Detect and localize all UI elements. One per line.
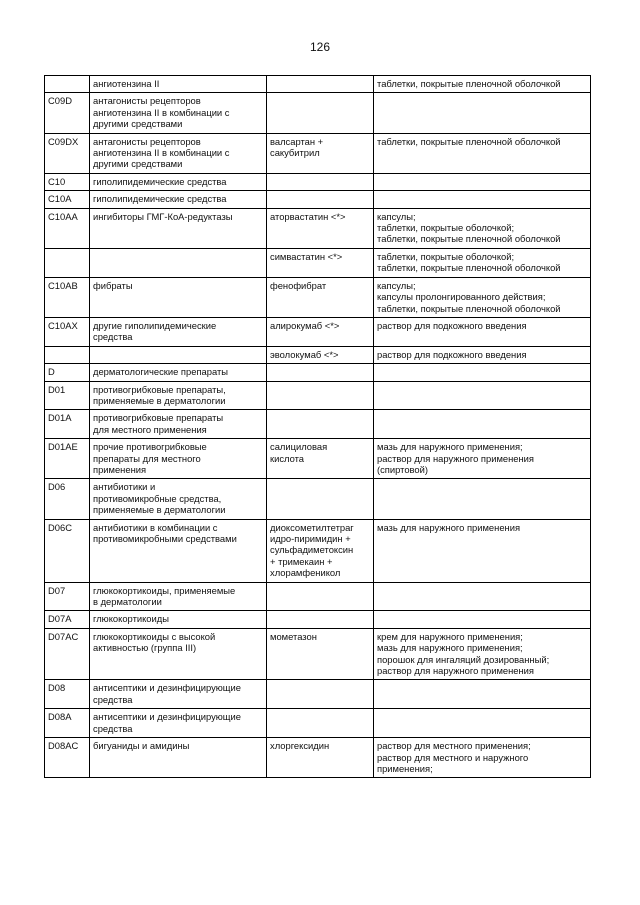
cell-text-line: капсулы; bbox=[377, 210, 416, 222]
cell-text-line: + тримекаин + bbox=[270, 555, 333, 567]
atc-code-cell bbox=[45, 208, 90, 248]
cell-text: C10AB bbox=[48, 279, 78, 291]
anatomical-group-cell bbox=[90, 410, 267, 439]
anatomical-group-cell bbox=[90, 346, 267, 363]
cell-text-line: другими средствами bbox=[93, 118, 183, 130]
table-row bbox=[45, 277, 591, 317]
cell-text-line: фибраты bbox=[93, 279, 133, 291]
anatomical-group-cell bbox=[90, 277, 267, 317]
page-number: 126 bbox=[309, 40, 331, 54]
anatomical-group-cell bbox=[90, 208, 267, 248]
dosage-form-cell bbox=[374, 317, 591, 346]
drug-name-cell bbox=[267, 208, 374, 248]
dosage-form-cell bbox=[374, 248, 591, 277]
cell-text: D07A bbox=[48, 613, 72, 625]
drug-name-cell bbox=[267, 410, 374, 439]
drug-name-cell bbox=[267, 381, 374, 410]
cell-text-line: порошок для ингаляций дозированный; bbox=[377, 653, 550, 665]
cell-text-line: салициловая bbox=[270, 441, 328, 453]
dosage-form-cell bbox=[374, 381, 591, 410]
drug-name-cell bbox=[267, 277, 374, 317]
dosage-form-cell bbox=[374, 709, 591, 738]
cell-text-line: другие гиполипидемические bbox=[93, 319, 217, 331]
cell-text-line: ангиотензина II в комбинации с bbox=[93, 147, 230, 159]
cell-text-line: сакубитрил bbox=[270, 147, 320, 159]
cell-text: D07AC bbox=[48, 630, 79, 642]
table-row bbox=[45, 479, 591, 519]
table-row bbox=[45, 248, 591, 277]
table-row bbox=[45, 709, 591, 738]
atc-code-cell bbox=[45, 93, 90, 133]
cell-text-line: антагонисты рецепторов bbox=[93, 135, 201, 147]
cell-text-line: гиполипидемические средства bbox=[93, 175, 227, 187]
table-row bbox=[45, 173, 591, 190]
cell-text-line: глюкокортикоиды, применяемые bbox=[93, 584, 236, 596]
cell-text-line: валсартан + bbox=[270, 135, 324, 147]
dosage-form-cell bbox=[374, 439, 591, 479]
drug-name-cell bbox=[267, 519, 374, 582]
anatomical-group-cell bbox=[90, 680, 267, 709]
drug-name-cell bbox=[267, 611, 374, 628]
cell-text-line: противомикробными средствами bbox=[93, 533, 237, 544]
cell-text-line: антисептики и дезинфицирующие bbox=[93, 711, 241, 723]
anatomical-group-cell bbox=[90, 248, 267, 277]
cell-text-line: ингибиторы ГМГ-КоА-редуктазы bbox=[93, 210, 233, 222]
atc-code-cell bbox=[45, 738, 90, 778]
drug-name-cell bbox=[267, 248, 374, 277]
cell-text-line: применяемые в дерматологии bbox=[93, 394, 226, 406]
dosage-form-cell bbox=[374, 680, 591, 709]
cell-text: C10AA bbox=[48, 210, 78, 222]
atc-code-cell bbox=[45, 381, 90, 410]
cell-text: C10A bbox=[48, 193, 72, 205]
table-row bbox=[45, 346, 591, 363]
table-row bbox=[45, 93, 591, 133]
cell-text-line: для местного применения bbox=[93, 423, 207, 435]
atc-code-cell bbox=[45, 191, 90, 208]
atc-code-cell bbox=[45, 346, 90, 363]
cell-text-line: средства bbox=[93, 722, 133, 734]
table-row bbox=[45, 317, 591, 346]
anatomical-group-cell bbox=[90, 317, 267, 346]
atc-code-cell bbox=[45, 439, 90, 479]
anatomical-group-cell bbox=[90, 76, 267, 93]
table-row bbox=[45, 381, 591, 410]
dosage-form-cell bbox=[374, 628, 591, 680]
table-row bbox=[45, 582, 591, 611]
cell-text-line: хлоргексидин bbox=[270, 740, 330, 752]
atc-code-cell bbox=[45, 410, 90, 439]
cell-text: D01 bbox=[48, 383, 66, 395]
atc-code-cell bbox=[45, 173, 90, 190]
atc-code-cell bbox=[45, 133, 90, 173]
cell-text: C09D bbox=[48, 95, 72, 107]
cell-text-line: таблетки, покрытые пленочной оболочкой bbox=[377, 78, 561, 89]
atc-code-cell bbox=[45, 582, 90, 611]
cell-text: C10 bbox=[48, 175, 66, 187]
cell-text-line: раствор для местного и наружного bbox=[377, 751, 529, 763]
cell-text: D07 bbox=[48, 584, 66, 596]
anatomical-group-cell bbox=[90, 381, 267, 410]
cell-text-line: раствор для подкожного введения bbox=[377, 348, 527, 360]
cell-text-line: таблетки, покрытые оболочкой; bbox=[377, 250, 515, 262]
table-body bbox=[45, 76, 591, 778]
anatomical-group-cell bbox=[90, 439, 267, 479]
drug-name-cell bbox=[267, 364, 374, 381]
cell-text: C09DX bbox=[48, 135, 79, 147]
cell-text-line: фенофибрат bbox=[270, 279, 327, 291]
drug-name-cell bbox=[267, 346, 374, 363]
table-row bbox=[45, 439, 591, 479]
table-row bbox=[45, 628, 591, 680]
dosage-form-cell bbox=[374, 519, 591, 582]
dosage-form-cell bbox=[374, 479, 591, 519]
atc-code-cell bbox=[45, 76, 90, 93]
drug-name-cell bbox=[267, 628, 374, 680]
cell-text-line: гиполипидемические средства bbox=[93, 193, 227, 205]
cell-text-line: применяемые в дерматологии bbox=[93, 504, 226, 516]
anatomical-group-cell bbox=[90, 611, 267, 628]
cell-text-line: хлорамфеникол bbox=[270, 567, 341, 579]
anatomical-group-cell bbox=[90, 191, 267, 208]
cell-text-line: алирокумаб <*> bbox=[270, 319, 340, 331]
cell-text: C10AX bbox=[48, 319, 78, 331]
dosage-form-cell bbox=[374, 410, 591, 439]
anatomical-group-cell bbox=[90, 133, 267, 173]
anatomical-group-cell bbox=[90, 93, 267, 133]
cell-text-line: раствор для наружного применения bbox=[377, 665, 534, 677]
cell-text: D06 bbox=[48, 481, 66, 493]
cell-text-line: применения bbox=[93, 463, 147, 475]
cell-text-line: применения; bbox=[377, 762, 433, 774]
drug-name-cell bbox=[267, 709, 374, 738]
atc-code-cell bbox=[45, 317, 90, 346]
atc-code-cell bbox=[45, 479, 90, 519]
cell-text-line: в дерматологии bbox=[93, 596, 162, 608]
table-row bbox=[45, 191, 591, 208]
cell-text-line: противогрибковые препараты, bbox=[93, 383, 226, 395]
drug-name-cell bbox=[267, 133, 374, 173]
cell-text-line: антагонисты рецепторов bbox=[93, 95, 201, 107]
cell-text-line: таблетки, покрытые пленочной оболочкой bbox=[377, 302, 561, 314]
atc-code-cell bbox=[45, 611, 90, 628]
dosage-form-cell bbox=[374, 93, 591, 133]
anatomical-group-cell bbox=[90, 709, 267, 738]
cell-text-line: таблетки, покрытые пленочной оболочкой bbox=[377, 233, 561, 245]
cell-text-line: глюкокортикоиды с высокой bbox=[93, 630, 216, 642]
cell-text-line: ангиотензина II bbox=[93, 78, 160, 89]
drug-name-cell bbox=[267, 76, 374, 93]
cell-text-line: антибиотики и bbox=[93, 481, 156, 493]
atc-code-cell bbox=[45, 364, 90, 381]
anatomical-group-cell bbox=[90, 738, 267, 778]
cell-text: D08AC bbox=[48, 740, 79, 752]
cell-text-line: активностью (группа III) bbox=[93, 642, 197, 654]
cell-text-line: раствор для наружного применения bbox=[377, 452, 534, 464]
cell-text-line: симвастатин <*> bbox=[270, 250, 343, 262]
cell-text-line: сульфадиметоксин bbox=[270, 544, 354, 556]
dosage-form-cell bbox=[374, 611, 591, 628]
drug-name-cell bbox=[267, 479, 374, 519]
cell-text: D08A bbox=[48, 711, 72, 723]
dosage-form-cell bbox=[374, 738, 591, 778]
dosage-form-cell bbox=[374, 277, 591, 317]
drug-name-cell bbox=[267, 191, 374, 208]
cell-text-line: раствор для подкожного введения bbox=[377, 319, 527, 331]
atc-code-cell bbox=[45, 277, 90, 317]
dosage-form-cell bbox=[374, 76, 591, 93]
table-row bbox=[45, 611, 591, 628]
anatomical-group-cell bbox=[90, 479, 267, 519]
table-row bbox=[45, 519, 591, 582]
table-row bbox=[45, 76, 591, 93]
atc-code-cell bbox=[45, 519, 90, 582]
cell-text-line: мазь для наружного применения; bbox=[377, 441, 523, 453]
cell-text-line: средства bbox=[93, 331, 133, 343]
cell-text: D bbox=[48, 366, 55, 378]
cell-text-line: мазь для наружного применения; bbox=[377, 642, 523, 654]
drug-name-cell bbox=[267, 582, 374, 611]
table-row bbox=[45, 364, 591, 381]
cell-text: D01A bbox=[48, 412, 72, 424]
cell-text-line: бигуаниды и амидины bbox=[93, 740, 190, 752]
cell-text: D01AE bbox=[48, 441, 78, 453]
cell-text-line: диоксометилтетраг bbox=[270, 521, 354, 533]
dosage-form-cell bbox=[374, 208, 591, 248]
cell-text-line: антисептики и дезинфицирующие bbox=[93, 682, 241, 694]
anatomical-group-cell bbox=[90, 582, 267, 611]
dosage-form-cell bbox=[374, 173, 591, 190]
cell-text-line: глюкокортикоиды bbox=[93, 613, 169, 625]
cell-text-line: капсулы пролонгированного действия; bbox=[377, 291, 546, 303]
drug-name-cell bbox=[267, 680, 374, 709]
cell-text-line: таблетки, покрытые оболочкой; bbox=[377, 222, 515, 234]
drug-name-cell bbox=[267, 439, 374, 479]
drug-name-cell bbox=[267, 738, 374, 778]
drug-name-cell bbox=[267, 317, 374, 346]
cell-text-line: таблетки, покрытые пленочной оболочкой bbox=[377, 262, 561, 274]
anatomical-group-cell bbox=[90, 519, 267, 582]
cell-text-line: капсулы; bbox=[377, 279, 416, 291]
atc-code-cell bbox=[45, 680, 90, 709]
cell-text-line: другими средствами bbox=[93, 158, 183, 170]
cell-text: D06C bbox=[48, 521, 72, 533]
drug-classification-table bbox=[44, 75, 591, 778]
dosage-form-cell bbox=[374, 191, 591, 208]
cell-text-line: крем для наружного применения; bbox=[377, 630, 523, 642]
cell-text-line: раствор для местного применения; bbox=[377, 740, 531, 752]
anatomical-group-cell bbox=[90, 173, 267, 190]
cell-text-line: прочие противогрибковые bbox=[93, 441, 207, 453]
dosage-form-cell bbox=[374, 364, 591, 381]
dosage-form-cell bbox=[374, 133, 591, 173]
cell-text-line: эволокумаб <*> bbox=[270, 348, 339, 360]
cell-text-line: средства bbox=[93, 693, 133, 705]
cell-text-line: (спиртовой) bbox=[377, 463, 428, 475]
cell-text-line: антибиотики в комбинации с bbox=[93, 521, 218, 533]
dosage-form-cell bbox=[374, 346, 591, 363]
cell-text-line: противогрибковые препараты bbox=[93, 412, 224, 424]
cell-text-line: противомикробные средства, bbox=[93, 492, 222, 504]
anatomical-group-cell bbox=[90, 628, 267, 680]
cell-text: D08 bbox=[48, 682, 66, 694]
cell-text-line: дерматологические препараты bbox=[93, 366, 228, 378]
cell-text-line: мазь для наружного применения bbox=[377, 521, 521, 533]
anatomical-group-cell bbox=[90, 364, 267, 381]
table-row bbox=[45, 208, 591, 248]
cell-text-line: кислота bbox=[270, 452, 305, 464]
cell-text-line: препараты для местного bbox=[93, 452, 201, 464]
table-row bbox=[45, 680, 591, 709]
cell-text-line: идро-пиримидин + bbox=[270, 533, 351, 544]
drug-name-cell bbox=[267, 173, 374, 190]
table-row bbox=[45, 133, 591, 173]
table-row bbox=[45, 738, 591, 778]
cell-text-line: ангиотензина II в комбинации с bbox=[93, 106, 230, 118]
cell-text-line: таблетки, покрытые пленочной оболочкой bbox=[377, 135, 561, 147]
table-row bbox=[45, 410, 591, 439]
atc-code-cell bbox=[45, 248, 90, 277]
atc-code-cell bbox=[45, 709, 90, 738]
dosage-form-cell bbox=[374, 582, 591, 611]
atc-code-cell bbox=[45, 628, 90, 680]
drug-name-cell bbox=[267, 93, 374, 133]
cell-text-line: аторвастатин <*> bbox=[270, 210, 346, 222]
cell-text-line: мометазон bbox=[270, 630, 317, 642]
